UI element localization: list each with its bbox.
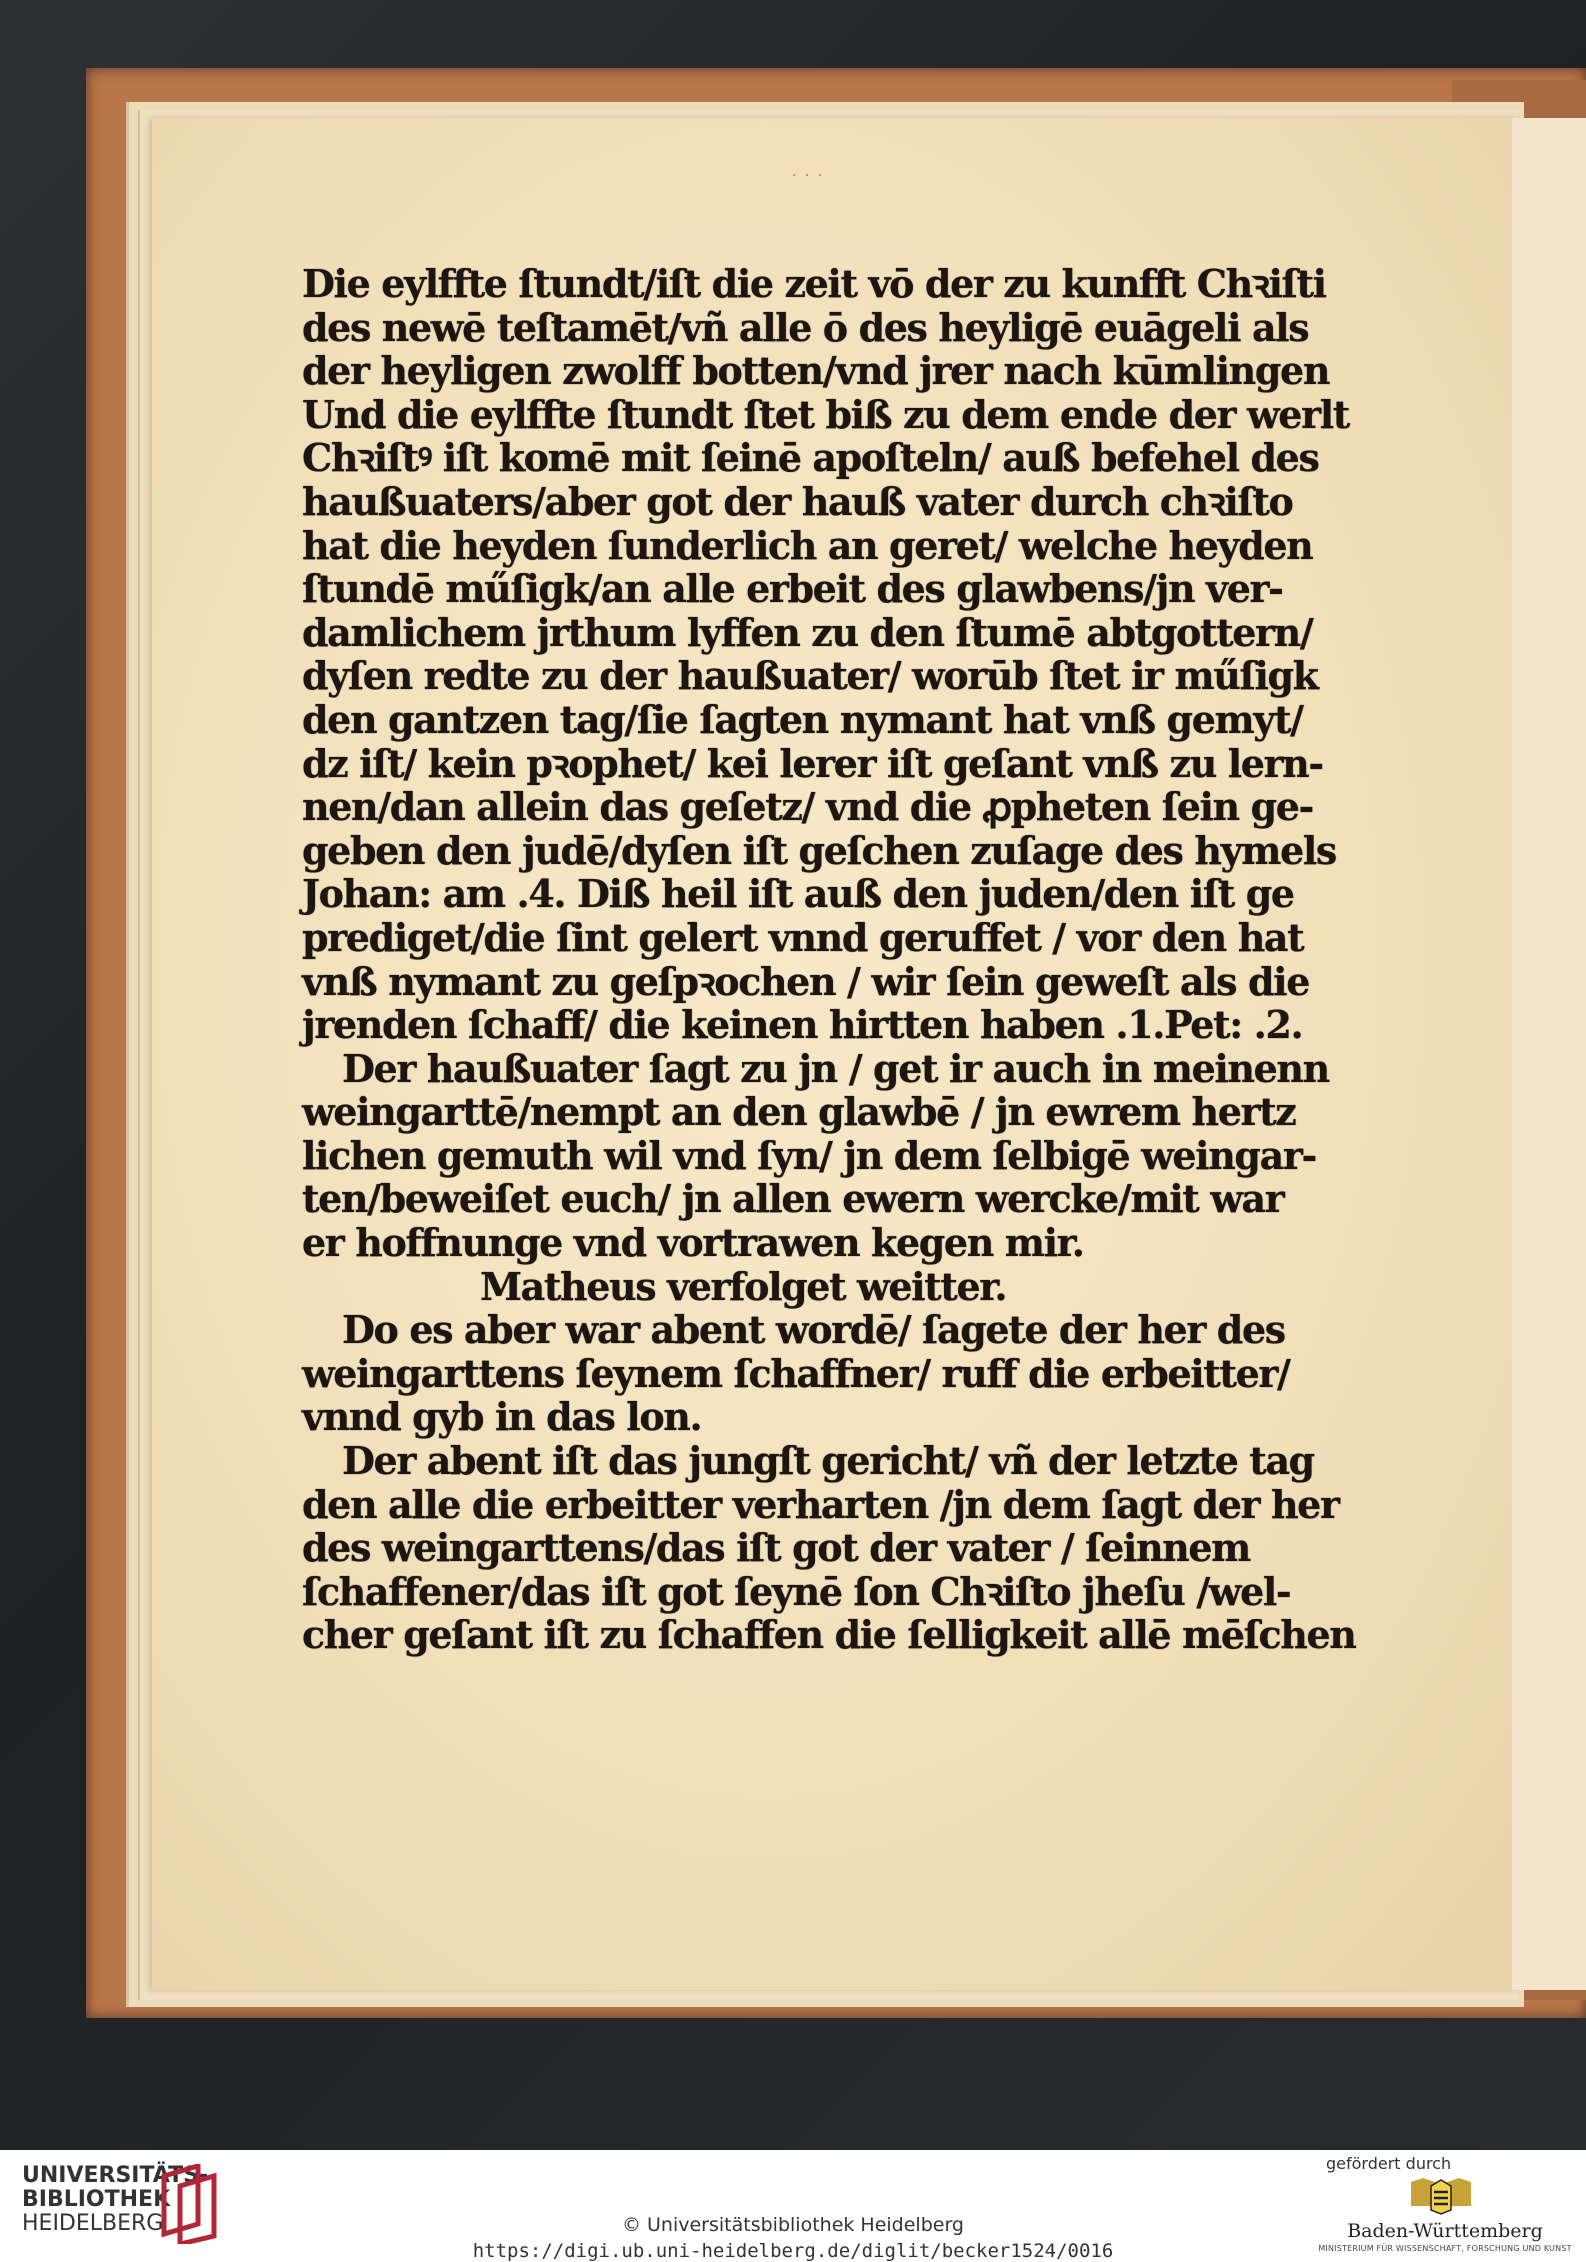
- funder-name: Baden-Württemberg: [1347, 2220, 1543, 2242]
- text-line: weingarttens ſeynem ſchaffner/ ruff die erbeitter/: [302, 1350, 1290, 1396]
- permalink-url[interactable]: https://digi.ub.uni-heidelberg.de/diglit/becker1524/0016: [472, 2240, 1114, 2262]
- text-line: cher geſant iſt zu ſchaffen die ſelligkeit allē mēſchen: [302, 1612, 1356, 1658]
- text-line: Do es aber war abent wordē/ ſagete der her des: [342, 1307, 1285, 1353]
- text-line: lichen gemuth wil vnd ſyn/ jn dem ſelbigē weingar-: [302, 1132, 1316, 1178]
- text-line: des weingarttens/das iſt got der vater / ſeinnem: [302, 1525, 1250, 1571]
- page-right-margin: [1512, 118, 1586, 1990]
- funded-by-label: gefördert durch: [1326, 2154, 1452, 2173]
- text-line: haußuaters/aber got der hauß vater durch chꝛiſto: [302, 478, 1293, 524]
- text-line: der heyligen zwolff botten/vnd jrer nach kūmlingen: [302, 348, 1330, 394]
- text-line: Matheus verfolget weitter.: [480, 1263, 1007, 1309]
- text-line: jrenden ſchaff/ die keinen hirtten haben .1.Pet: .2.: [302, 1002, 1303, 1048]
- text-line: dyſen redte zu der haußuater/ worūb ſtet ir műſigk: [302, 653, 1318, 699]
- copyright-notice: © Universitätsbibliothek Heidelberg: [621, 2214, 964, 2236]
- text-line: prediget/die ſint gelert vnnd geruffet / vor den hat: [302, 914, 1304, 960]
- text-line: ſchaffener/das iſt got ſeynē ſon Chꝛiſto jheſu /wel-: [302, 1568, 1291, 1614]
- text-line: Johan: am .4. Diß heil iſt auß den juden/den iſt ge: [302, 871, 1294, 917]
- text-line: damlichem jrthum lyffen zu den ſtumē abtgottern/: [302, 609, 1313, 655]
- text-line: er hoffnunge vnd vortrawen kegen mir.: [302, 1220, 1084, 1266]
- coat-of-arms-icon: [1405, 2176, 1477, 2216]
- text-line: Der haußuater ſagt zu jn / get ir auch in meinenn: [342, 1045, 1329, 1091]
- text-line: Chꝛiſtꝰ iſt komē mit ſeinē apoſteln/ auß befehel des: [302, 435, 1319, 481]
- text-line: vnnd gyb in das lon.: [302, 1394, 702, 1440]
- text-line: Und die eylffte ſtundt ſtet biß zu dem ende der werlt: [302, 391, 1349, 437]
- text-line: des newē teſtamēt/vñ alle ō des heyligē euāgeli als: [302, 304, 1309, 350]
- funder-ministry: MINISTERIUM FÜR WISSENSCHAFT, FORSCHUNG UND KUNST: [1318, 2244, 1572, 2253]
- text-line: geben den judē/dyſen iſt geſchen zuſage des hymels: [302, 827, 1336, 873]
- text-line: den gantzen tag/ſie ſagten nymant hat vnß gemyt/: [302, 696, 1303, 742]
- text-line: dz iſt/ kein pꝛophet/ kei lerer iſt geſant vnß zu lern-: [302, 740, 1323, 786]
- text-line: Der abent iſt das jungſt gericht/ vñ der letzte tag: [342, 1438, 1314, 1484]
- library-name-line2: BIBLIOTHEK: [22, 2187, 171, 2212]
- text-line: weingarttē/nempt an den glawbē / jn ewrem hertz: [302, 1089, 1296, 1135]
- library-name-line3: HEIDELBERG: [22, 2211, 164, 2236]
- text-line: den alle die erbeitter verharten /jn dem ſagt der her: [302, 1481, 1339, 1527]
- text-line: ten/beweiſet euch/ jn allen ewern wercke/mit war: [302, 1176, 1284, 1222]
- text-line: vnß nymant zu geſpꝛochen / wir ſein geweſt als die: [302, 958, 1309, 1004]
- page-text-block: [302, 262, 1402, 1657]
- text-line: Die eylffte ſtundt/iſt die zeit vō der zu kunfft Chꝛiſti: [302, 261, 1326, 306]
- text-line: nen/dan allein das geſetz/ vnd die ꝓpheten ſein ge-: [302, 784, 1313, 830]
- footer-bar: [0, 2150, 1586, 2262]
- library-name-line1: UNIVERSITÄTS-: [22, 2163, 209, 2188]
- red-ink-mark: · · ·: [792, 168, 825, 184]
- text-line: ſtundē műſigk/an alle erbeit des glawbens/jn ver-: [302, 566, 1283, 612]
- text-line: hat die heyden ſunderlich an geret/ welche heyden: [302, 522, 1313, 568]
